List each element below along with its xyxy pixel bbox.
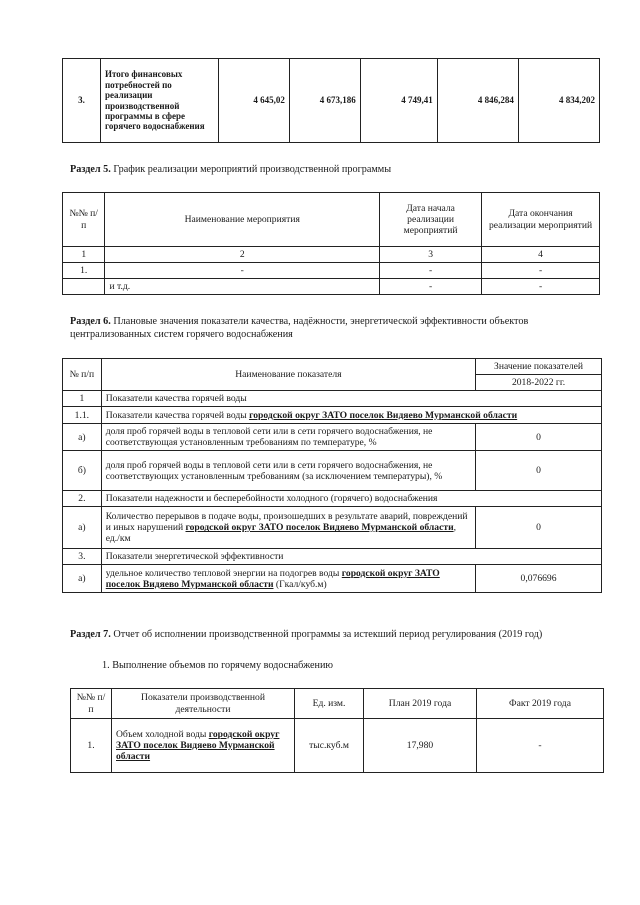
text: (Гкал/куб.м) (273, 578, 327, 590)
financial-summary-table (62, 58, 600, 143)
table-row (63, 424, 602, 451)
cell: - (380, 279, 482, 295)
value-cell: 4 673,186 (289, 59, 360, 143)
header-cell: Ед. изм. (295, 689, 364, 719)
table-row (71, 719, 604, 773)
table-row (63, 451, 602, 491)
cell: 17,980 (364, 719, 477, 773)
cell: 3. (63, 549, 102, 565)
cell: доля проб горячей воды в тепловой сети или в сети горячего водоснабжения, не соответствующих установленным требованиям (за исключением температуры), % (101, 451, 475, 491)
cell: доля проб горячей воды в тепловой сети или в сети горячего водоснабжения, не соответствующая установленным требованиям по температуре, % (101, 424, 475, 451)
value-cell: 4 846,284 (437, 59, 518, 143)
cell: 1 (63, 391, 102, 407)
section5-heading (70, 163, 391, 176)
table-row (63, 407, 602, 424)
table-row (63, 279, 600, 295)
header-cell: Значение показателей (476, 359, 602, 375)
cell (101, 407, 601, 424)
cell: 1. (71, 719, 112, 773)
cell: 2. (63, 491, 102, 507)
row-name: Итого финансовых потребностей по реализации производственной программы в сфере горячего водоснабжения (100, 59, 218, 143)
cell: - (105, 263, 380, 279)
value-cell: 4 834,202 (518, 59, 599, 143)
cell: б) (63, 451, 102, 491)
cell: тыс.куб.м (295, 719, 364, 773)
text: Количество перерывов в подаче воды, произошедших в результате аварий, повреждений и иных нарушений (105, 511, 468, 534)
org-name: городской округ ЗАТО поселок Видяево Мурманской области (185, 522, 454, 534)
header-cell: Наименование мероприятия (105, 193, 380, 247)
indicators-table (62, 358, 602, 593)
table-row (63, 565, 602, 593)
cell: Показатели энергетической эффективности (101, 549, 601, 565)
cell: а) (63, 565, 102, 593)
cell: 3 (380, 247, 482, 263)
header-cell: План 2019 года (364, 689, 477, 719)
table-row (63, 549, 602, 565)
cell: а) (63, 424, 102, 451)
header-cell: Дата окончания реализации мероприятий (482, 193, 600, 247)
cell: 1. (63, 263, 105, 279)
cell: 0 (476, 424, 602, 451)
section7-heading (70, 628, 600, 641)
org-name: городской округ ЗАТО поселок Видяево Мурманской области (105, 567, 440, 590)
table-row (63, 247, 600, 263)
cell (112, 719, 295, 773)
text: Показатели качества горячей воды (105, 409, 250, 421)
section-label: Раздел 5. (70, 164, 111, 175)
cell: 0 (476, 507, 602, 549)
cell: 1 (63, 247, 105, 263)
header-cell: №№ п/п (63, 193, 105, 247)
cell: а) (63, 507, 102, 549)
org-name: городской округ ЗАТО поселок Видяево Мурманской области (116, 728, 280, 763)
header-cell: Факт 2019 года (477, 689, 604, 719)
section7-subheading: 1. Выполнение объемов по горячему водоснабжению (102, 660, 334, 671)
report-table (70, 688, 604, 773)
cell: Показатели качества горячей воды (101, 391, 601, 407)
cell: - (477, 719, 604, 773)
header-cell: Наименование показателя (101, 359, 475, 391)
section-label: Раздел 6. (70, 316, 111, 327)
table-header-row (71, 689, 604, 719)
cell: - (482, 263, 600, 279)
text: , ед./км (105, 522, 457, 545)
cell: 0,076696 (476, 565, 602, 593)
cell (101, 507, 475, 549)
cell: 2 (105, 247, 380, 263)
table-row (63, 263, 600, 279)
header-cell: 2018-2022 гг. (476, 375, 602, 391)
section-title: График реализации мероприятий производственной программы (113, 164, 392, 175)
cell: и т.д. (105, 279, 380, 295)
cell: 1.1. (63, 407, 102, 424)
table-row (63, 491, 602, 507)
cell: - (380, 263, 482, 279)
table-row (63, 507, 602, 549)
table-header-row (63, 359, 602, 375)
cell: Показатели надежности и бесперебойности холодного (горячего) водоснабжения (101, 491, 601, 507)
cell: 4 (482, 247, 600, 263)
section-title: Отчет об исполнении производственной программы за истекший период регулирования (2019 год) (113, 629, 543, 640)
cell (101, 565, 475, 593)
cell: 0 (476, 451, 602, 491)
header-cell: Дата начала реализации мероприятий (380, 193, 482, 247)
text: Объем холодной воды (116, 728, 209, 740)
header-cell: № п/п (63, 359, 102, 391)
table-row (63, 59, 600, 143)
header-cell: Показатели производственной деятельности (112, 689, 295, 719)
table-header-row (63, 193, 600, 247)
org-name: городской округ ЗАТО поселок Видяево Мурманской области (249, 409, 518, 421)
text: удельное количество тепловой энергии на подогрев воды (105, 567, 342, 579)
value-cell: 4 749,41 (360, 59, 437, 143)
cell (63, 279, 105, 295)
section-label: Раздел 7. (70, 629, 111, 640)
schedule-table (62, 192, 600, 295)
table-row (63, 391, 602, 407)
header-cell: №№ п/п (71, 689, 112, 719)
section-title: Плановые значения показатели качества, надёжности, энергетической эффективности объектов централизованных систем горячего водоснабжения (70, 316, 529, 341)
row-number: 3. (63, 59, 101, 143)
cell: - (482, 279, 600, 295)
value-cell: 4 645,02 (219, 59, 290, 143)
section6-heading (70, 315, 600, 342)
